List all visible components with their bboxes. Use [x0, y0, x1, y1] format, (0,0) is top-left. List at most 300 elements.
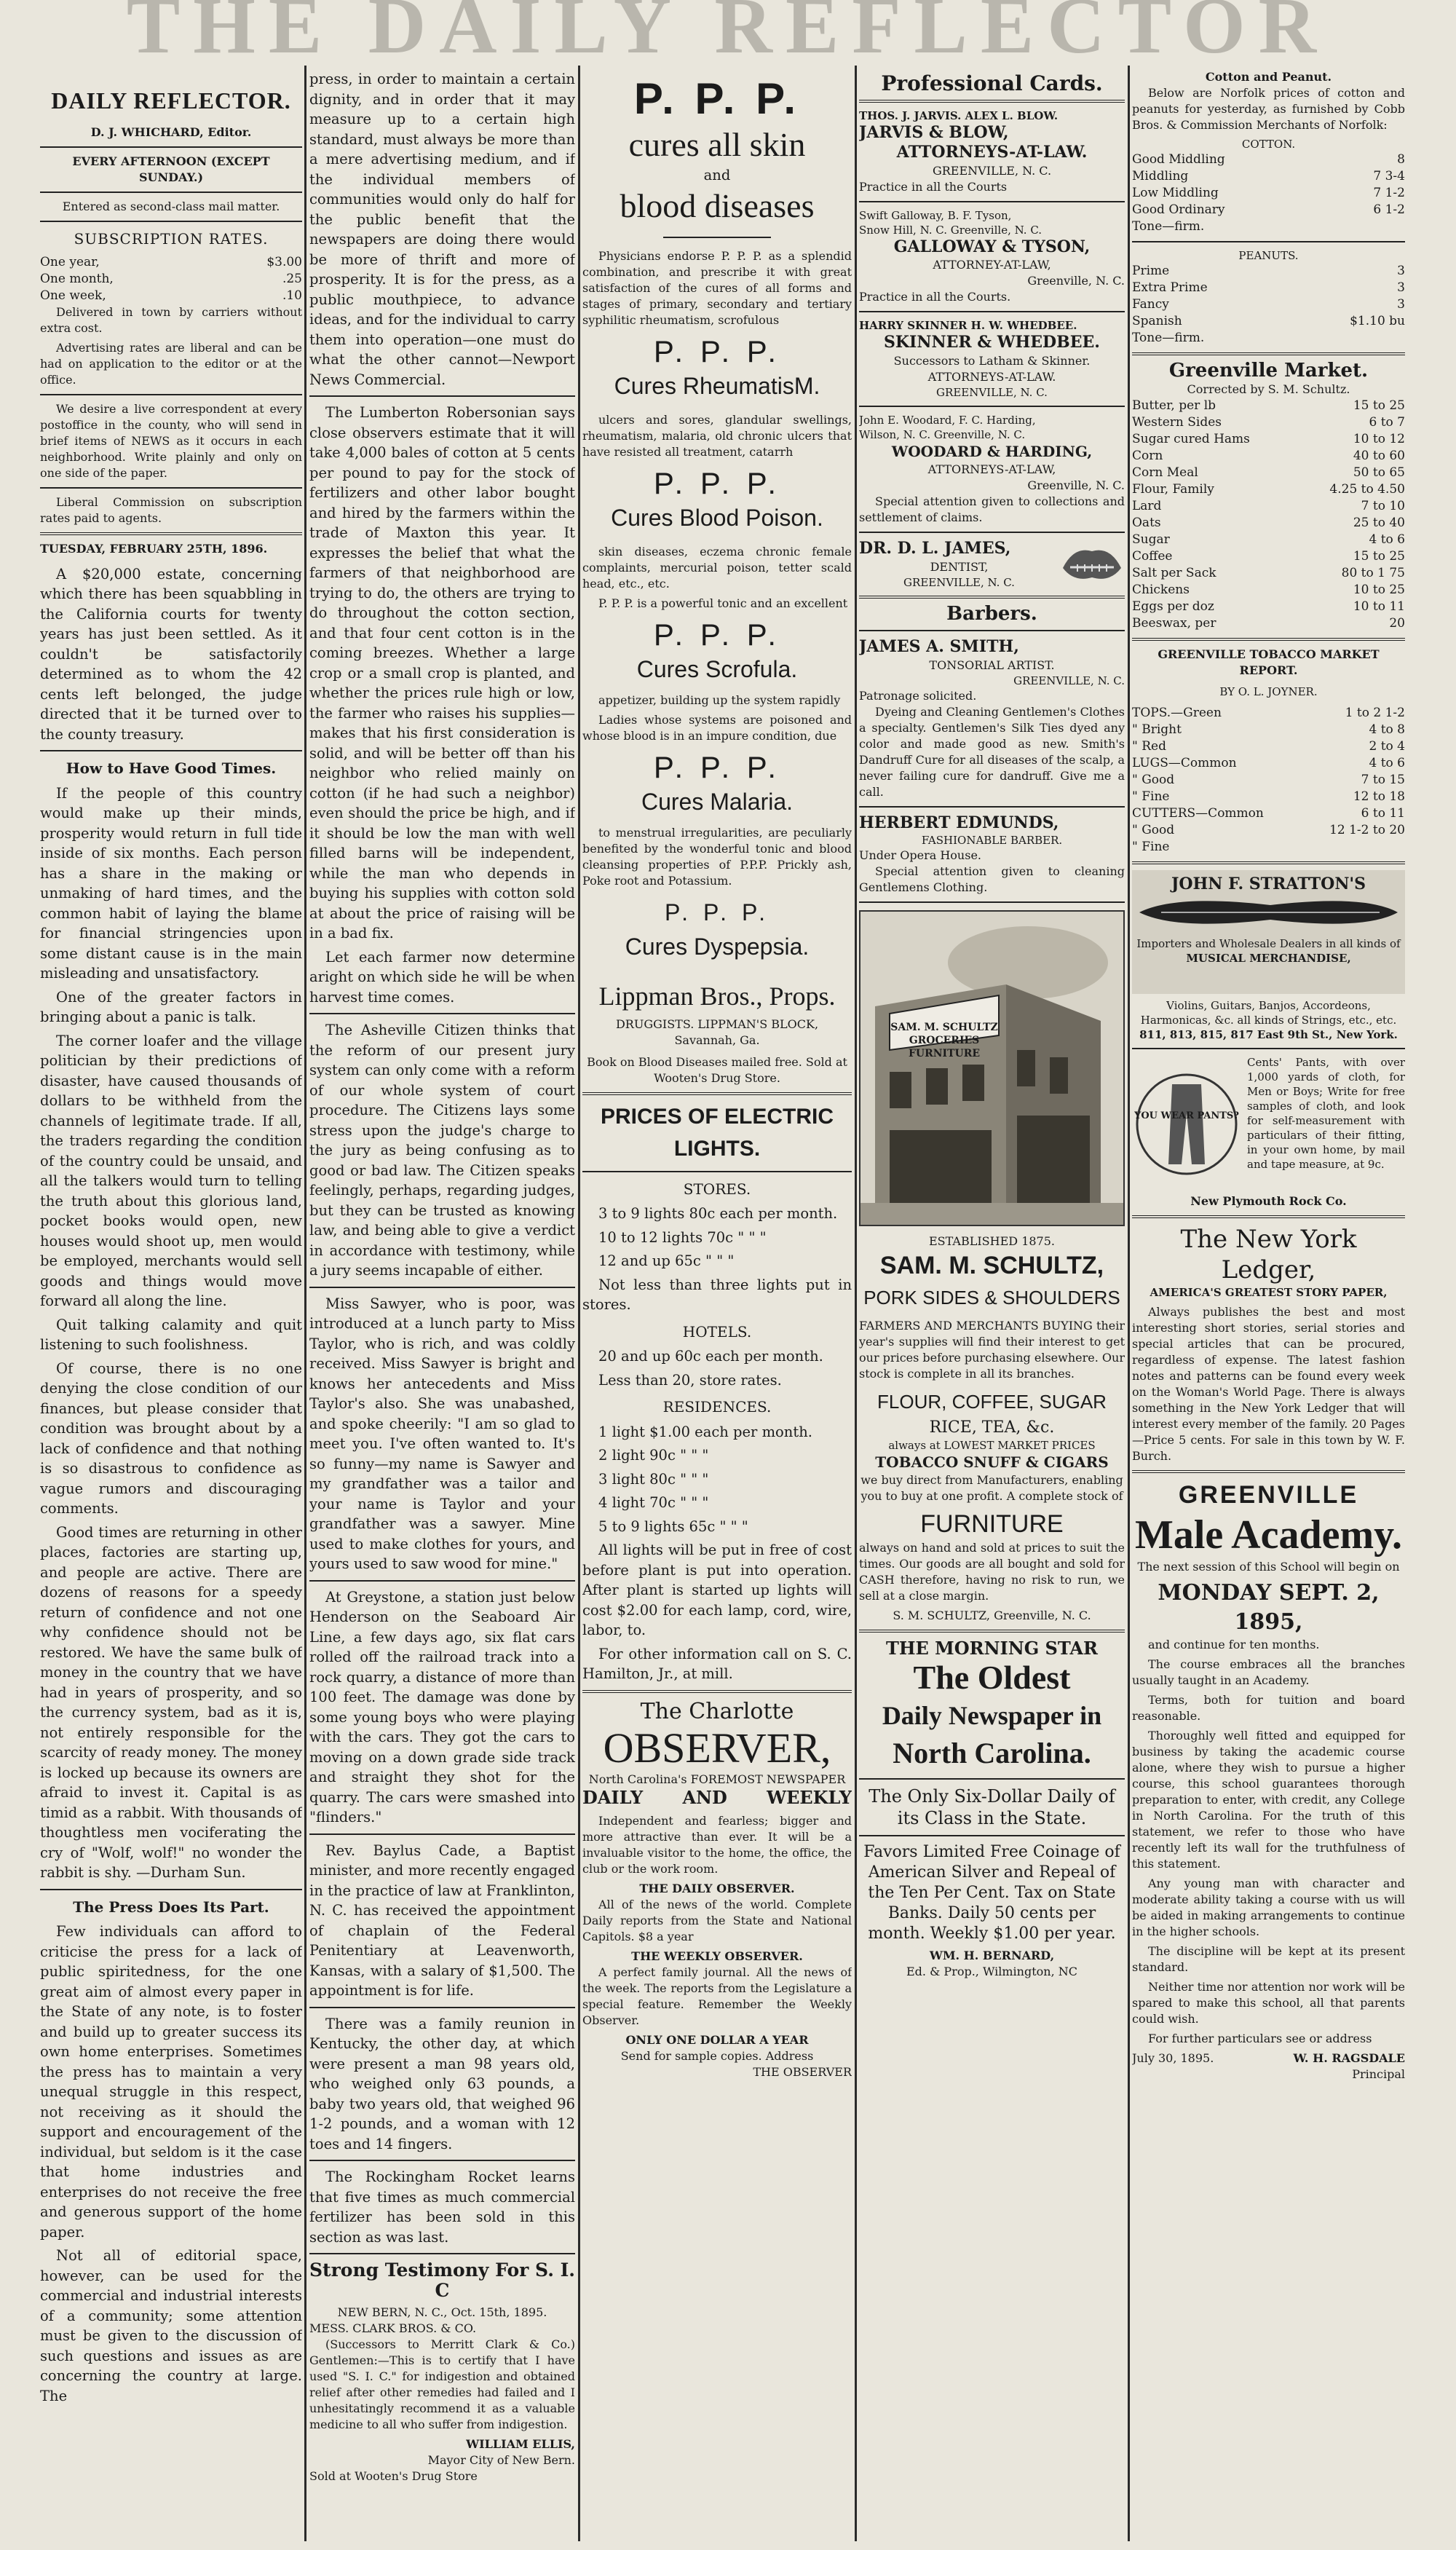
card-title: TONSORIAL ARTIST. [929, 658, 1055, 672]
column-rule [1128, 66, 1130, 2541]
ppp-proprietors: Lippman Bros., Props. [598, 981, 836, 1011]
tooth-icon [1059, 542, 1125, 586]
card-names: HARRY SKINNER H. W. WHEDBEE. [859, 319, 1077, 332]
article-body [40, 1922, 302, 2406]
estate-item: A $20,000 estate, concerning which there has been squabbling in the California courts for twenty years has just been settled. As it couldn't be satisfactorily determined as to whom the 42 cents left belonged, the judge directed that it be turned over to the county treasury. [40, 565, 302, 743]
stratton-address: 811, 813, 815, 817 East 9th St., New York. [1139, 1027, 1398, 1041]
card-firm: GALLOWAY & TYSON, [893, 237, 1091, 256]
ppp-headline: blood diseases [620, 186, 815, 224]
schultz-title: SAM. M. SCHULTZ, [879, 1252, 1104, 1279]
paragraph: Quit talking calamity and quit listening to such foolishness. [40, 1316, 302, 1353]
storefront-drawing [860, 912, 1123, 1225]
correspondent-note: We desire a live correspondent at every postoffice in the county, who will send in brief items of NEWS as it occurs in each neighborhood. Write plainly and only on one side of the paper. [40, 401, 302, 480]
column-4 [859, 69, 1125, 2541]
entered-line: Entered as second-class mail matter. [62, 200, 280, 213]
paragraph: 1 light $1.00 each per month. [598, 1423, 812, 1440]
card-title: ATTORNEYS-AT-LAW, [927, 462, 1056, 476]
paragraph: One of the greater factors in bringing about a panic is talk. [40, 988, 302, 1025]
card-names: Wilson, N. C. Greenville, N. C. [859, 427, 1026, 441]
price-row [1132, 805, 1405, 822]
ppp-text: Ladies whose systems are poisoned and whose blood is in an impure condition, due [582, 712, 852, 743]
price-label: Salt per Sack [1132, 565, 1216, 580]
tobacco-heading: GREENVILLE TOBACCO MARKET REPORT. [1158, 647, 1380, 677]
price-row [40, 271, 302, 288]
peanut-prices [1132, 263, 1405, 347]
ppp-book: Book on Blood Diseases mailed free. Sold at Wooten's Drug Store. [587, 1054, 847, 1085]
price-label: LUGS—Common [1132, 755, 1237, 770]
paragraph: 10 to 12 lights 70c " " " [598, 1228, 767, 1246]
ppp-logo: P. P. P. [653, 333, 781, 368]
price-label: CUTTERS—Common [1132, 805, 1264, 821]
hotel-rates [582, 1346, 852, 1390]
pants-figure [1132, 1055, 1241, 1193]
ppp-headline: cures all skin [628, 126, 806, 163]
price-row [1132, 465, 1405, 481]
academy-signoff-date: July 30, 1895. [1132, 2050, 1214, 2065]
card-city: GREENVILLE, N. C. [903, 575, 1015, 589]
observer-text: Independent and fearless; bigger and more attractive than ever. It will be a invaluable visitor to the home, the office, the club or the work room. [582, 1814, 852, 1876]
ad-signature: WILLIAM ELLIS, [466, 2437, 575, 2451]
price-row [1132, 615, 1405, 632]
price-row [1132, 722, 1405, 738]
paragraph: 20 and up 60c each per month. [598, 1348, 823, 1365]
article-continuation: press, in order to maintain a certain dignity, and in order that it may measure up to a certain high standard, must always be more than a mere advertising medium, and if the individual members of communities would only do half for the public benefit that the newspapers are doing there would be more of thrift and more of prosperity. It is for the press, as a public mouthpiece, to advance ideas, and for the individual to carry them into operation—one must do what the other cannot—Newport News Commercial. [309, 71, 575, 388]
rates-info: For other information call on S. C. Hamilton, Jr., at mill. [582, 1645, 852, 1682]
price-row [1132, 498, 1405, 515]
price-label: Low Middling [1132, 186, 1219, 200]
price-row [1132, 738, 1405, 755]
ledger-title: The New York Ledger, [1180, 1224, 1357, 1284]
card-note: Patronage solicited. [859, 688, 977, 703]
ppp-logo: P. P. P. [653, 749, 781, 784]
paragraph: Less than 20, store rates. [598, 1371, 782, 1389]
price-label: Beeswax, per [1132, 615, 1216, 631]
price-label: Lard [1132, 498, 1162, 513]
academy-signoff [1132, 2050, 1405, 2067]
price-value: 4 to 6 [1369, 755, 1405, 770]
price-value: $3.00 [266, 254, 302, 269]
tobacco-prices [1132, 705, 1405, 856]
card-note: Under Opera House. [859, 848, 981, 862]
ad-testimony: (Successors to Merritt Clark & Co.) Gentlemen:—This is to certify that I have used "S. I. C." for indigestion and obtained relief after other remedies had failed and I unhesitatingly recommend it as a valuable medicine to all who suffer from indigestion. [309, 2337, 575, 2431]
price-row [1132, 822, 1405, 839]
card-firm: JARVIS & BLOW, [859, 122, 1009, 142]
price-value: 10 to 11 [1353, 599, 1405, 614]
article-heading: How to Have Good Times. [66, 759, 277, 777]
ppp-and: and [703, 167, 731, 183]
paragraph: Few individuals can afford to criticise the press for a lack of public spiritedness, for the one great aim of almost every paper in the State of any note, is to foster and build up to greater success its own home enterprises. Sometimes the press has to maintain a very unequal struggle in this respect, not receiving as it should the support and encouragement of the individual, but seldom is it the case that home industries and enterprises do not receive the free and generous support of the home paper. [40, 1923, 302, 2241]
academy-principal: W. H. RAGSDALE [1293, 2050, 1405, 2065]
card-firm: JAMES A. SMITH, [859, 637, 1019, 656]
price-value: 3 [1397, 264, 1405, 278]
card-title: DENTIST, [930, 559, 989, 574]
card-note: Practice in all the Courts. [859, 290, 1011, 304]
plymouth-rock-ad [1132, 1055, 1405, 1193]
price-row [40, 254, 302, 271]
observer-text: A perfect family journal. All the news of the week. The reports from the Legislature a special feature. Remember the Weekly Observer. [582, 1965, 852, 2027]
academy-text: Neither time nor attention nor work will be spared to make this school, all that parents could wish. [1132, 1979, 1405, 2026]
price-row [1132, 330, 1405, 347]
price-value: 4 to 8 [1369, 722, 1405, 737]
card-firm: WOODARD & HARDING, [891, 442, 1093, 460]
paragraph: 3 light 80c " " " [598, 1470, 709, 1488]
academy-text: Any young man with character and moderate ability taking a course with us will be aided in making arrangements to continue in the higher schools. [1132, 1876, 1405, 1938]
academy-principal-title: Principal [1352, 2067, 1405, 2081]
ad-sold-at: Sold at Wooten's Drug Store [309, 2469, 478, 2483]
card-title: ATTORNEYS-AT-LAW. [927, 369, 1056, 384]
star-editor-loc: Ed. & Prop., Wilmington, NC [906, 1964, 1077, 1978]
price-value: .25 [282, 271, 302, 286]
price-row [1132, 280, 1405, 296]
price-value: $1.10 bu [1350, 314, 1405, 328]
academy-date: MONDAY SEPT. 2, 1895, [1158, 1579, 1380, 1635]
price-row [1132, 515, 1405, 532]
academy-text: For further particulars see or address [1148, 2031, 1372, 2045]
academy-text: The discipline will be kept at its present standard. [1132, 1943, 1405, 1974]
schedule-line: EVERY AFTERNOON (EXCEPT SUNDAY.) [72, 154, 270, 184]
residence-rates [582, 1422, 852, 1537]
ppp-logo: P. P. P. [633, 74, 801, 123]
barbers-heading: Barbers. [946, 602, 1037, 625]
price-label: " Bright [1132, 722, 1182, 737]
price-value: 7 to 15 [1361, 772, 1405, 787]
news-item: At Greystone, a station just below Henderson on the Seaboard Air Line, a few days ago, six flat cars rolled off the railroad track into a rock quarry, a distance of more than 100 feet. The damage was done by some young boys who were playing with the cars. They got the cars to moving on a down grade side track and straight they shot for the quarry. The cars were smashed into "flinders." [309, 1588, 575, 1825]
price-label: Coffee [1132, 548, 1173, 564]
cotton-text: Below are Norfolk prices of cotton and peanuts for yesterday, as furnished by Cobb Bros. & Commission Merchants of Norfolk: [1132, 86, 1405, 132]
price-label: Chickens [1132, 582, 1190, 597]
ad-addressee: MESS. CLARK BROS. & CO. [309, 2321, 477, 2335]
observer-weekly: WEEKLY [767, 1786, 852, 1808]
price-value: 10 to 12 [1353, 431, 1405, 446]
price-value: 7 1-2 [1373, 186, 1405, 200]
price-row [1132, 431, 1405, 448]
price-label: Extra Prime [1132, 280, 1208, 295]
price-label: Sugar cured Hams [1132, 431, 1250, 446]
price-value: 7 3-4 [1373, 169, 1405, 183]
price-value: 40 to 60 [1353, 448, 1405, 463]
card-names: Swift Galloway, B. F. Tyson, [859, 208, 1012, 222]
price-label: Flour, Family [1132, 481, 1214, 497]
price-row [1132, 398, 1405, 414]
price-row [1132, 448, 1405, 465]
price-value: 15 to 25 [1353, 548, 1405, 564]
star-headline: The Oldest [913, 1658, 1071, 1696]
column-rule [304, 66, 306, 2541]
price-label: Tone—firm. [1132, 331, 1205, 345]
price-label: Fancy [1132, 297, 1169, 312]
observer-title: OBSERVER, [603, 1724, 831, 1772]
price-row [1132, 599, 1405, 615]
observer-address: THE OBSERVER [753, 2065, 852, 2079]
delivery-note: Delivered in town by carriers without extra cost. [40, 304, 302, 335]
rates-subheading: STORES. [683, 1180, 751, 1198]
news-item: There was a family reunion in Kentucky, the other day, at which were present a man 98 years old, who weighed only 63 pounds, a baby two years old, that weighed 96 1-2 pounds, and a woman with 12 toes and 14 fingers. [309, 2015, 575, 2152]
price-label: One month, [40, 271, 114, 286]
price-value: .10 [282, 288, 302, 303]
price-row [40, 288, 302, 304]
price-label: Eggs per doz [1132, 599, 1214, 614]
academy-title: Male Academy. [1134, 1512, 1403, 1558]
price-value: 25 to 40 [1353, 515, 1405, 530]
paragraph: 4 light 70c " " " [598, 1494, 709, 1511]
price-label: " Fine [1132, 789, 1170, 804]
ppp-text: appetizer, building up the system rapidly [598, 692, 841, 707]
cotton-prices [1132, 151, 1405, 235]
price-label: Oats [1132, 515, 1161, 530]
ppp-logo: P. P. P. [653, 465, 781, 500]
price-label: Prime [1132, 264, 1170, 278]
ppp-cure: Cures Scrofula. [636, 655, 798, 682]
price-label: TOPS.—Green [1132, 705, 1222, 720]
price-value: 12 1-2 to 20 [1329, 822, 1405, 837]
market-subhead: Corrected by S. M. Schultz. [1187, 382, 1350, 396]
schultz-pork: PORK SIDES & SHOULDERS [863, 1287, 1120, 1308]
price-value: 6 to 11 [1361, 805, 1405, 821]
price-row [1132, 218, 1405, 235]
price-label: Tone—firm. [1132, 219, 1205, 234]
card-firm: SKINNER & WHEDBEE. [884, 333, 1100, 352]
rates-note: All lights will be put in free of cost before plant is put into operation. After plant is started up lights will cost $2.00 for each lamp, cord, wire, labor, to. [582, 1542, 852, 1638]
price-value: 4 to 6 [1369, 532, 1405, 547]
news-item: The Rockingham Rocket learns that five times as much commercial fertilizer has been sold in this section as was last. [309, 2168, 575, 2246]
price-label: Sugar [1132, 532, 1170, 547]
price-label: " Good [1132, 822, 1175, 837]
ppp-text: to menstrual irregularities, are peculiarly benefited by the wonderful tonic and blood cleansing properties of P.P.P. Prickly ash, Poke root and Potassium. [582, 825, 852, 888]
paragraph: Not all of editorial space, however, can be used for the commercial and industrial interests of a community; some attention must be given to the discussion of such questions and issues as are concerning the country at large. The [40, 2247, 302, 2404]
plymouth-text: Cents' Pants, with over 1,000 yards of cloth, for Men or Boys; Write for free samples of cloth, and look for self-measurement with particulars of their fitting, in your own home, by mail and tape measure, at 9c. [1247, 1055, 1405, 1171]
card-names: Snow Hill, N. C. Greenville, N. C. [859, 223, 1042, 237]
academy-town: GREENVILLE [1178, 1480, 1359, 1509]
store-rates [582, 1204, 852, 1271]
price-value: 3 [1397, 297, 1405, 312]
card-names: John E. Woodard, F. C. Harding, [859, 413, 1036, 427]
ppp-druggists: DRUGGISTS. LIPPMAN'S BLOCK, [615, 1017, 819, 1031]
news-item: The Asheville Citizen thinks that the reform of our present jury system can only come with a reform of our whole system of court procedure. The Citizens lays some stress upon the judge's charge to the jury as being confusing as to good or bad law. The Citizen speaks feelingly, perhaps, regarding judges, but they can be trusted as knowing law, and being able to give a verdict in accordance with testimony, while a jury seems incapable of either. [309, 1022, 575, 1279]
editor-line: D. J. WHICHARD, Editor. [90, 125, 252, 139]
card-firm: HERBERT EDMUNDS, [859, 813, 1059, 832]
price-value: 1 to 2 1-2 [1345, 705, 1405, 720]
price-label: " Fine [1132, 839, 1170, 854]
peanut-subhead: PEANUTS. [1238, 249, 1299, 262]
article-heading: The Press Does Its Part. [73, 1898, 269, 1916]
store-minimum: Not less than three lights put in stores. [582, 1276, 852, 1313]
rates-subheading: HOTELS. [682, 1322, 752, 1341]
card-note: Successors to Latham & Skinner. [893, 353, 1091, 368]
ad-location: NEW BERN, N. C., Oct. 15th, 1895. [337, 2305, 547, 2319]
ppp-text: P. P. P. is a powerful tonic and an excellent [598, 596, 848, 610]
paragraph: 12 and up 65c " " " [598, 1252, 735, 1269]
stratton-ad [1132, 870, 1405, 994]
commission-note: Liberal Commission on subscription rates paid to agents. [40, 494, 302, 525]
academy-text: The next session of this School will begin on [1137, 1559, 1400, 1574]
price-label: Corn [1132, 448, 1163, 463]
card-title: ATTORNEY-AT-LAW, [933, 258, 1051, 272]
price-row [1132, 296, 1405, 313]
paragraph: 5 to 9 lights 65c " " " [598, 1517, 748, 1535]
column-rule [855, 66, 857, 2541]
column-3 [582, 69, 852, 2541]
price-row [1132, 202, 1405, 218]
price-value: 10 to 25 [1353, 582, 1405, 597]
cotton-subhead: COTTON. [1241, 138, 1296, 151]
price-label: Middling [1132, 169, 1189, 183]
price-value: 20 [1389, 615, 1405, 631]
market-heading: Greenville Market. [1168, 360, 1369, 382]
issue-date: TUESDAY, FEBRUARY 25TH, 1896. [40, 541, 268, 556]
paragraph: Good times are returning in other places, factories are starting up, and people are active. There are dozens of reasons for a speedy return of confidence and not one why confidence should not be restored. We have the same bulk of money in the country that we have had in years of prosperity, and so the currency system, bad as it is, not entirely responsible for the scarcity of ready money. The money is locked up because its owners are afraid to invest it. Capital is as timid as a rabbit. With thousands of thoughtless men vociferating the cry of "Wolf, wolf!" no wonder the rabbit is shy. —Durham Sun. [40, 1523, 302, 1881]
card-text: Dyeing and Cleaning Gentlemen's Clothes a specialty. Gentlemen's Silk Ties dyed any color and made good as new. Smith's Dandruff Cure for all diseases of the scalp, a never failing cure for dandruff. Give me a call. [859, 704, 1125, 799]
price-row [1132, 548, 1405, 565]
price-label: One year, [40, 254, 100, 269]
news-item: The Lumberton Robersonian says close observers estimate that it will take 4,000 bales of cotton at 5 cents per pound to pay for the stock of fertilizers and other labor bought and hired by the farmers within the trade of Maxton this year. It expresses the belief that what the farmers of that neighborhood are trying to do, the others are trying to do throughout the cotton section, and that four cent cotton is in the coming breezes. Whether a large crop or a small crop is planted, and whether the prices rule high or low, the farmer who raises his supplies—makes that his first consideration is solid, and will be better off than his neighbor who relied mainly on cotton (if he had such a neighbor) even should the price be high, and if it should be low the man with well filled barns will be independent, while the man who depends in buying his supplies with cotton sold at about the price of raising will be in a bad fix. [309, 404, 575, 942]
paragraph: 3 to 9 lights 80c each per month. [598, 1205, 838, 1222]
cotton-heading: Cotton and Peanut. [1205, 70, 1332, 84]
stratton-text: MUSICAL MERCHANDISE, [1186, 951, 1351, 965]
schultz-signature: S. M. SCHULTZ, Greenville, N. C. [893, 1608, 1091, 1622]
price-value: 15 to 25 [1353, 398, 1405, 413]
column-rule [578, 66, 580, 2541]
price-value: 6 to 7 [1369, 414, 1405, 430]
observer-heading: THE DAILY OBSERVER. [639, 1882, 795, 1895]
plymouth-name: New Plymouth Rock Co. [1190, 1193, 1347, 1208]
card-text: Special attention given to cleaning Gentlemens Clothing. [859, 864, 1125, 894]
card-city: GREENVILLE, N. C. [932, 163, 1052, 178]
price-row [1132, 481, 1405, 498]
column-1 [40, 69, 302, 2541]
price-label: Good Middling [1132, 152, 1225, 167]
academy-text: The course embraces all the branches usually taught in an Academy. [1132, 1657, 1405, 1687]
ppp-text: skin diseases, eczema chronic female complaints, mercurial poison, tetter scald head, etc., etc. [582, 544, 852, 591]
price-label: One week, [40, 288, 106, 303]
advertising-note: Advertising rates are liberal and can be had on application to the editor or at the office. [40, 340, 302, 387]
star-subhead: The Only Six-Dollar Daily of its Class in the State. [869, 1785, 1115, 1828]
ad-signature-title: Mayor City of New Bern. [427, 2453, 575, 2467]
price-value: 12 to 18 [1353, 789, 1405, 804]
card-firm: DR. D. L. JAMES, [859, 539, 1011, 558]
ledger-text: Always publishes the best and most interesting short stories, serial stories and special articles that can be procured, regardless of expense. The latest fashion notes and patterns can be found every week on the Woman's World Page. There is always something in the New York Ledger that will interest every member of the family. 20 Pages—Price 5 cents. For sale in this town by W. F. Burch. [1132, 1304, 1405, 1463]
schultz-text: FARMERS AND MERCHANTS BUYING their year's supplies will find their interest to get our prices before purchasing elsewhere. Our stock is complete in all its branches. [859, 1319, 1125, 1381]
subscription-rates [40, 254, 302, 304]
star-title: THE MORNING STAR [886, 1638, 1098, 1659]
news-item: Let each farmer now determine aright on which side he will be when harvest time comes. [309, 948, 575, 1006]
card-note: Practice in all the Courts [859, 179, 1008, 194]
price-row [1132, 582, 1405, 599]
cards-heading: Professional Cards. [881, 71, 1103, 95]
stratton-title: JOHN F. STRATTON'S [1171, 874, 1366, 893]
price-value: 80 to 1 75 [1341, 565, 1405, 580]
pants-badge: YOU WEAR PANTS? [1134, 1110, 1239, 1121]
price-row [1132, 789, 1405, 805]
card-city: GREENVILLE, N. C. [936, 385, 1048, 399]
accordion-icon [1132, 894, 1405, 931]
subscription-heading: SUBSCRIPTION RATES. [74, 230, 269, 248]
observer-and: AND [682, 1786, 727, 1808]
ppp-logo: P. P. P. [653, 617, 781, 652]
observer-text: All of the news of the world. Complete Daily reports from the State and National Capitols. $8 a year [582, 1898, 852, 1943]
price-row [1132, 185, 1405, 202]
card-title: FASHIONABLE BARBER. [921, 834, 1063, 847]
paper-title: DAILY REFLECTOR. [51, 87, 291, 114]
observer-subtitle: North Carolina's FOREMOST NEWSPAPER [588, 1772, 846, 1786]
masthead: THE DAILY REFLECTOR [126, 0, 1330, 62]
article-body [40, 783, 302, 1883]
observer-daily: DAILY [582, 1786, 644, 1808]
tobacco-by: BY O. L. JOYNER. [1219, 684, 1318, 698]
price-row [1132, 565, 1405, 582]
paragraph: The corner loafer and the village politician by their predictions of disaster, have caused thousands of dollars to be withheld from the channels of legitimate trade. If all, the traders regarding the condition of the country could be unsaid, and all the talkers would turn to telling the truth about this glorious land, pocket books would open, new houses would shoot up, men would be employed, merchants would sell goods and things would move forward all along the line. [40, 1032, 302, 1309]
card-title: ATTORNEYS-AT-LAW. [896, 143, 1088, 162]
price-row [1132, 705, 1405, 722]
schultz-text: we buy direct from Manufacturers, enabling you to buy at one profit. A complete stock of [860, 1473, 1123, 1503]
academy-text: Thoroughly well fitted and equipped for business by taking the academic course alone, where they wish to pursue a higher course, this school guarantees thorough preparation to enter, with credit, any College in North Carolina. For the truth of this statement, we refer to those who have recently left its wall for the truthfulness of this statement. [1132, 1728, 1405, 1871]
ledger-subtitle: AMERICA'S GREATEST STORY PAPER, [1150, 1285, 1388, 1299]
column-2 [309, 69, 575, 2541]
observer-heading: THE WEEKLY OBSERVER. [631, 1949, 803, 1963]
established-line: ESTABLISHED 1875. [928, 1234, 1055, 1248]
ppp-cure: Cures Blood Poison. [611, 504, 823, 531]
rates-subheading: RESIDENCES. [662, 1398, 772, 1416]
star-headline: North Carolina. [893, 1736, 1091, 1769]
card-city: Greenville, N. C. [1027, 478, 1125, 492]
observer-prefix: The Charlotte [640, 1698, 794, 1724]
price-value: 50 to 65 [1353, 465, 1405, 480]
stratton-text: Violins, Guitars, Banjos, Accordeons, Harmonicas, &c. all kinds of Strings, etc., etc. [1140, 998, 1397, 1027]
paragraph: 2 light 90c " " " [598, 1447, 709, 1464]
schultz-tobacco: TOBACCO SNUFF & CIGARS [875, 1453, 1109, 1471]
price-value: 6 1-2 [1373, 202, 1405, 217]
ad-heading: Strong Testimony For S. I. C [309, 2259, 575, 2301]
price-value: 7 to 10 [1361, 498, 1405, 513]
price-label: Butter, per lb [1132, 398, 1216, 413]
price-row [1132, 414, 1405, 431]
ppp-text: ulcers and sores, glandular swellings, rheumatism, malaria, old chronic ulcers that have resisted all treatment, catarrh [582, 412, 852, 459]
price-row [1132, 313, 1405, 330]
price-row [1132, 755, 1405, 772]
ppp-logo: P. P. P. [664, 899, 770, 925]
price-value: 2 to 4 [1369, 738, 1405, 754]
store-sign: SAM. M. SCHULTZ GROCERIES FURNITURE [890, 1022, 998, 1059]
price-row [1132, 168, 1405, 185]
ppp-cure: Cures RheumatisM. [614, 372, 820, 399]
paragraph: If the people of this country would make up their minds, prosperity would return in full tide inside of six months. Each person has a share in the making or unmaking of hard times, and the common habit of laying the blame for financial stringencies upon some distant cause is in the main misleading and unsatisfactory. [40, 784, 302, 982]
schultz-low: always at LOWEST MARKET PRICES [888, 1438, 1096, 1452]
ppp-text: Physicians endorse P. P. P. as a splendid combination, and prescribe it with great satisfaction of the cures of all forms and stages of primary, secondary and tertiary syphilitic rheumatism, scrofulous [582, 248, 852, 327]
schultz-furniture: FURNITURE [920, 1510, 1064, 1538]
schultz-rice: RICE, TEA, &c. [929, 1418, 1055, 1437]
schultz-text: always on hand and sold at prices to suit the times. Our goods are all bought and sold for CASH therefore, having no risk to run, we sell at a close margin. [859, 1541, 1125, 1603]
column-5 [1132, 69, 1405, 2541]
price-label: Corn Meal [1132, 465, 1198, 480]
star-text: Favors Limited Free Coinage of American Silver and Repeal of the Ten Per Cent. Tax on State Banks. Daily 50 cents per month. Weekly $1.00 per year. [863, 1842, 1120, 1943]
card-city: Greenville, N. C. [1027, 274, 1125, 288]
price-row [1132, 772, 1405, 789]
schultz-flour: FLOUR, COFFEE, SUGAR [877, 1391, 1107, 1413]
price-label: " Good [1132, 772, 1175, 787]
ppp-city: Savannah, Ga. [674, 1033, 760, 1047]
price-row [1132, 151, 1405, 168]
ppp-cure: Cures Malaria. [641, 788, 794, 815]
card-names: THOS. J. JARVIS. ALEX L. BLOW. [859, 108, 1059, 122]
price-label: " Red [1132, 738, 1166, 754]
dentist-card [859, 539, 1125, 590]
price-row [1132, 839, 1405, 856]
academy-text: and continue for ten months. [1148, 1637, 1320, 1651]
price-value: 8 [1397, 152, 1405, 167]
price-row [1132, 532, 1405, 548]
price-label: Spanish [1132, 314, 1182, 328]
paragraph: Of course, there is no one denying the close condition of our finances, but please consider that condition was brought about by a lack of confidence and that nothing is so disastrous to confidence as vague rumors and discouraging comments. [40, 1359, 302, 1517]
price-value: 4.25 to 4.50 [1329, 481, 1405, 497]
